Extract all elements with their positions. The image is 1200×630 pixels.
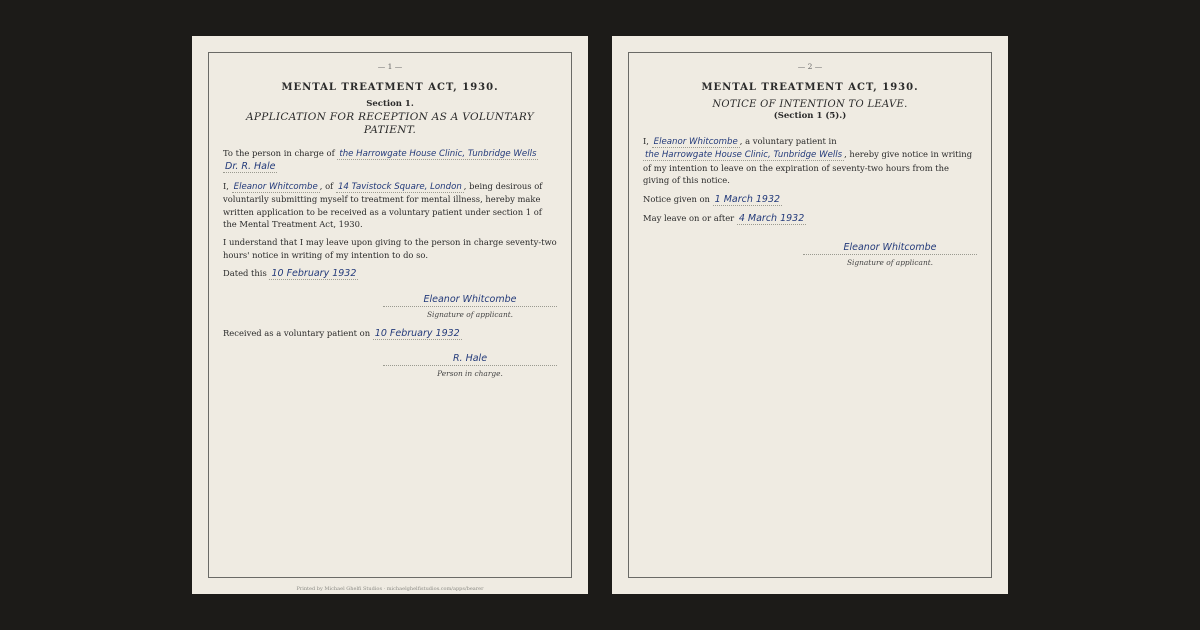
applicant-address-field[interactable]: 14 Tavistock Square, London bbox=[337, 181, 462, 192]
received-line bbox=[223, 327, 557, 340]
person-in-charge-signature-field[interactable]: R. Hale bbox=[383, 353, 557, 366]
notice-given-field[interactable]: 1 March 1932 bbox=[714, 193, 781, 205]
may-leave-field[interactable]: 4 March 1932 bbox=[738, 213, 805, 225]
notice-paragraph bbox=[643, 135, 977, 187]
application-paragraph bbox=[223, 180, 557, 231]
may-leave-prefix: May leave on or after bbox=[643, 213, 735, 224]
patient-name-field[interactable]: Eleanor Whitcombe bbox=[653, 137, 738, 147]
i-prefix: I, bbox=[223, 180, 229, 191]
applicant-signature-field[interactable]: Eleanor Whitcombe bbox=[803, 242, 977, 255]
applicant-signature-block bbox=[643, 235, 977, 267]
page-content bbox=[223, 82, 557, 386]
page-number: — 2 — bbox=[797, 62, 823, 71]
received-date-field[interactable]: 10 February 1932 bbox=[374, 327, 460, 339]
page-content bbox=[643, 82, 977, 275]
person-in-charge-signature-block bbox=[223, 346, 557, 378]
notice-given-prefix: Notice given on bbox=[643, 193, 710, 204]
dated-prefix: Dated this bbox=[223, 268, 267, 279]
institution-field[interactable]: the Harrowgate House Clinic, Tunbridge Wells bbox=[645, 150, 843, 161]
person-in-charge-field[interactable]: Dr. R. Hale bbox=[225, 161, 276, 173]
form-title: APPLICATION FOR RECEPTION AS A VOLUNTARY PATIENT. bbox=[246, 111, 534, 136]
section-heading: Section 1. bbox=[366, 99, 414, 109]
notice-body-text: , hereby give notice in writing of my intention to leave on the expiration of seventy-two hours from the giving of this notice. bbox=[643, 149, 973, 186]
form-page-1 bbox=[192, 36, 588, 594]
i-prefix: I, bbox=[643, 136, 649, 146]
of-text: , of bbox=[319, 180, 334, 191]
act-title: MENTAL TREATMENT ACT, 1930. bbox=[281, 82, 499, 93]
section-heading: (Section 1 (5).) bbox=[773, 111, 847, 121]
applicant-signature-block bbox=[223, 287, 557, 319]
printer-footer: Printed by Michael Ghelfi Studios · michaelghelfistudios.com/apps/bearer bbox=[296, 586, 484, 592]
form-title: NOTICE OF INTENTION TO LEAVE. bbox=[712, 99, 908, 110]
form-page-2 bbox=[612, 36, 1008, 594]
may-leave-line bbox=[643, 212, 977, 225]
understanding-paragraph: I understand that I may leave upon giving to the person in charge seventy-two hours' notice in writing of my intention to do so. bbox=[223, 237, 557, 260]
received-prefix: Received as a voluntary patient on bbox=[223, 327, 371, 338]
act-title: MENTAL TREATMENT ACT, 1930. bbox=[701, 82, 919, 93]
application-body-text: , being desirous of voluntarily submitting myself to treatment for mental illness, hereby make written application to be received as a voluntary patient under section 1 of the Mental Treatment Act, 1930. bbox=[223, 180, 543, 230]
page-number: — 1 — bbox=[377, 62, 403, 71]
applicant-name-field[interactable]: Eleanor Whitcombe bbox=[233, 181, 318, 192]
applicant-signature-caption: Signature of applicant. bbox=[846, 258, 934, 268]
to-prefix: To the person in charge of bbox=[223, 148, 335, 158]
dated-field[interactable]: 10 February 1932 bbox=[271, 268, 357, 280]
applicant-signature-field[interactable]: Eleanor Whitcombe bbox=[383, 294, 557, 307]
dated-line bbox=[223, 267, 557, 280]
notice-given-line bbox=[643, 193, 977, 206]
voluntary-text: , a voluntary patient in bbox=[739, 136, 837, 146]
person-in-charge-caption: Person in charge. bbox=[437, 369, 503, 379]
applicant-signature-caption: Signature of applicant. bbox=[426, 309, 514, 319]
addressee-paragraph bbox=[223, 147, 557, 174]
institution-field[interactable]: the Harrowgate House Clinic, Tunbridge Wells bbox=[339, 149, 537, 159]
